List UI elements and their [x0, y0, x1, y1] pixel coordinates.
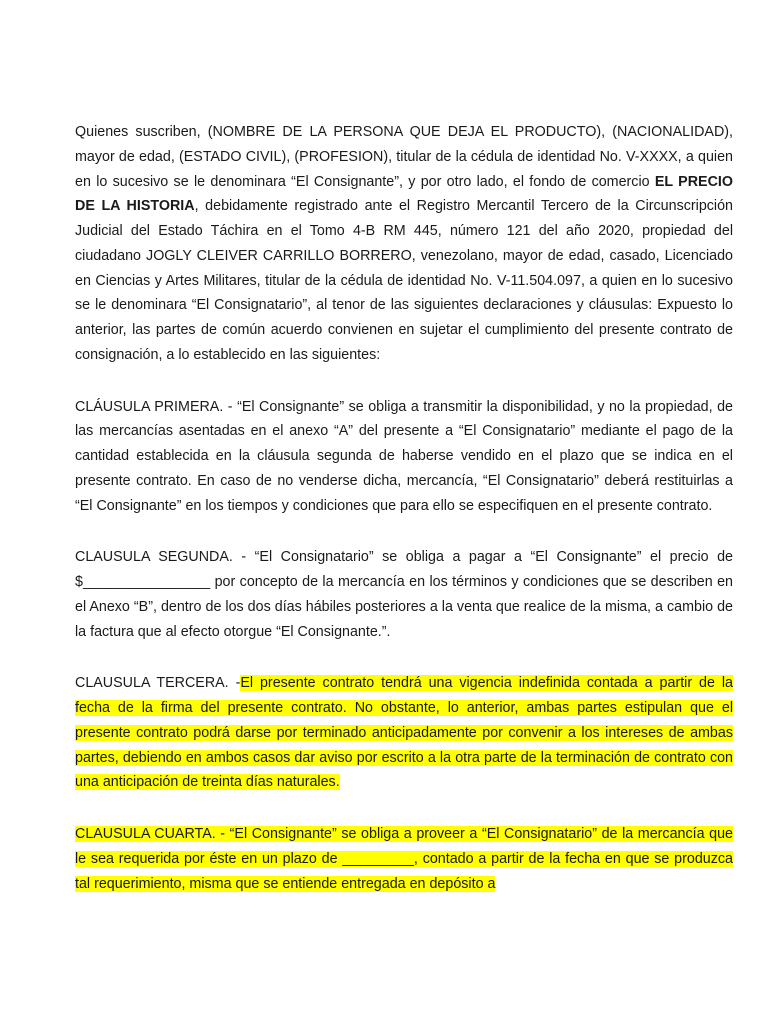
clause-tercera-prefix: CLAUSULA TERCERA. - — [75, 675, 241, 692]
clause-primera: CLÁUSULA PRIMERA. - “El Consignante” se obliga a transmitir la disponibilidad, y no la propiedad, de las mercancías asentadas en el anexo “A” del presente a “El Consignatario” mediante el pago de la cantidad establecida en la cláusula segunda de haberse vendido en el plazo que se indica en el presente contrato. En caso de no venderse dicha, mercancía, “El Consignatario” deberá restituirlas a “El Consignante” en los tiempos y condiciones que para ello se especifiquen en el presente contrato. — [75, 398, 733, 514]
clause-tercera — [75, 671, 733, 795]
clause-cuarta — [75, 822, 733, 896]
document-page — [75, 120, 733, 923]
intro-text-part2: , debidamente registrado ante el Registro Mercantil Tercero de la Circunscripción Judicial del Estado Táchira en el Tomo 4-B RM 445, número 121 del año 2020, propiedad del ciudadano JOGLY CLEIVER CARRILLO BORRERO, venezolano, mayor de edad, casado, Licenciado en Ciencias y Artes Militares, titular de la cédula de identidad No. V-11.504.097, a quien en lo sucesivo se le denominara “El Consignatario”, al tenor de las siguientes declaraciones y cláusulas: Expuesto lo anterior, las partes de común acuerdo convienen en sujetar el cumplimiento del presente contrato de consignación, a lo establecido en las siguientes: — [75, 198, 733, 363]
clause-tercera-highlighted-text: El presente contrato tendrá una vigencia indefinida contada a partir de la fecha de la firma del presente contrato. No obstante, lo anterior, ambas partes estipulan que el presente contrato podrá darse por terminado anticipadamente por convenir a los intereses de ambas partes, debiendo en ambos casos dar aviso por escrito a la otra parte de la terminación de contrato con una anticipación de treinta días naturales. — [75, 675, 733, 791]
intro-paragraph — [75, 120, 733, 368]
clause-cuarta-highlighted-text: CLAUSULA CUARTA. - “El Consignante” se obliga a proveer a “El Consignatario” de la mercancía que le sea requerida por éste en un plazo de _________, contado a partir de la fecha en que se produzca tal requerimiento, misma que se entiende entregada en depósito a — [75, 826, 733, 892]
intro-text-part1: Quienes suscriben, (NOMBRE DE LA PERSONA QUE DEJA EL PRODUCTO), (NACIONALIDAD), mayor de edad, (ESTADO CIVIL), (PROFESION), titular de la cédula de identidad No. V-XXXX, a quien en lo sucesivo se le denominara “El Consignante”, y por otro lado, el fondo de comercio — [75, 124, 733, 190]
business-name: EL PRECIO DE LA HISTORIA — [75, 173, 733, 215]
clause-segunda: CLAUSULA SEGUNDA. - “El Consignatario” se obliga a pagar a “El Consignante” el precio de $________________ por concepto de la mercancía en los términos y condiciones que se describen en el Anexo “B”, dentro de los dos días hábiles posteriores a la venta que realice de la misma, a cambio de la factura que al efecto otorgue “El Consignante.”. — [75, 549, 733, 640]
